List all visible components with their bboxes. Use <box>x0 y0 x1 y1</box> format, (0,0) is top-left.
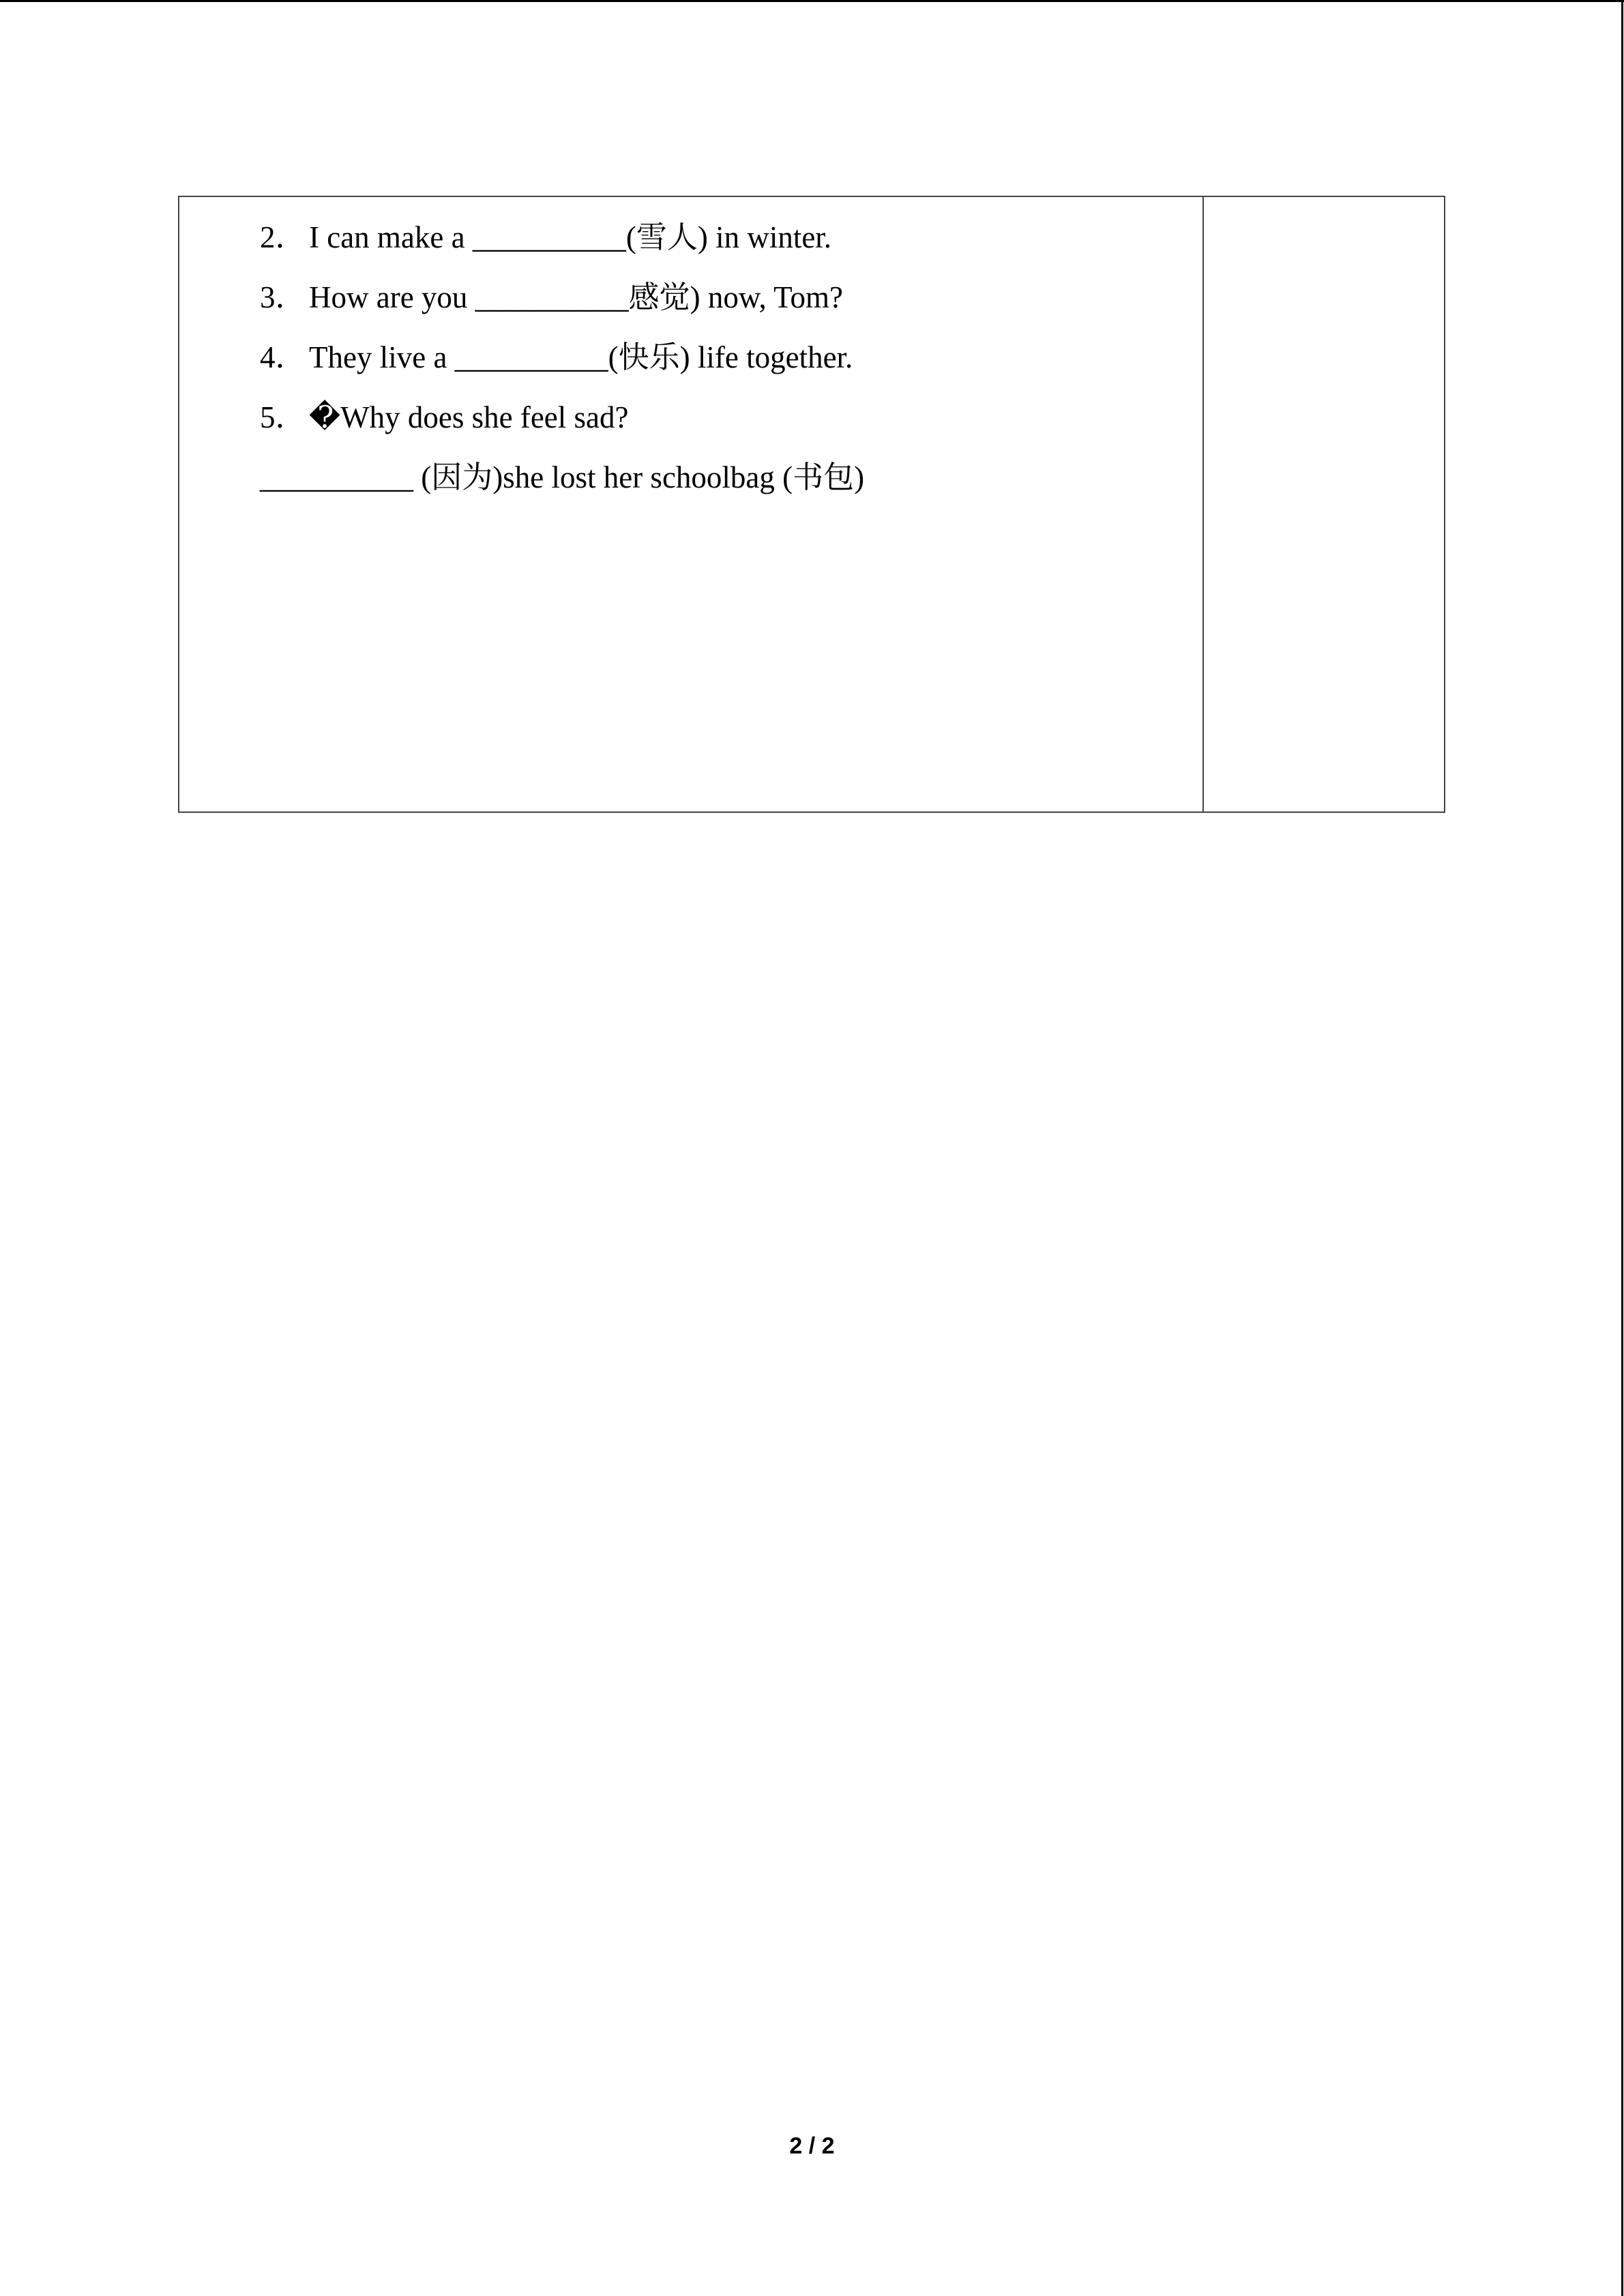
exercise-cell <box>179 197 1202 811</box>
item-number: 4． <box>260 340 306 374</box>
page-top-border <box>0 0 1624 2</box>
exercise-item-2 <box>260 217 831 258</box>
page-right-border <box>1621 0 1623 2296</box>
item-text: How are you __________感觉) now, Tom? <box>309 280 843 314</box>
exercise-item-3 <box>260 277 843 318</box>
exercise-item-5 <box>260 397 628 438</box>
exercise-item-4 <box>260 337 853 378</box>
worksheet-table <box>178 196 1445 813</box>
item-text: __________ (因为)she lost her schoolbag (书包) <box>260 460 865 494</box>
item-text: �Why does she feel sad? <box>309 400 629 434</box>
page-number: 2 / 2 <box>789 2133 835 2159</box>
item-number: 3． <box>260 280 306 314</box>
notes-cell <box>1204 197 1444 811</box>
item-number: 5． <box>260 400 306 434</box>
exercise-item-5-answer <box>260 457 864 498</box>
item-text: They live a __________(快乐) life together. <box>309 340 853 374</box>
item-text: I can make a __________(雪人) in winter. <box>309 220 832 254</box>
item-number: 2． <box>260 220 306 254</box>
